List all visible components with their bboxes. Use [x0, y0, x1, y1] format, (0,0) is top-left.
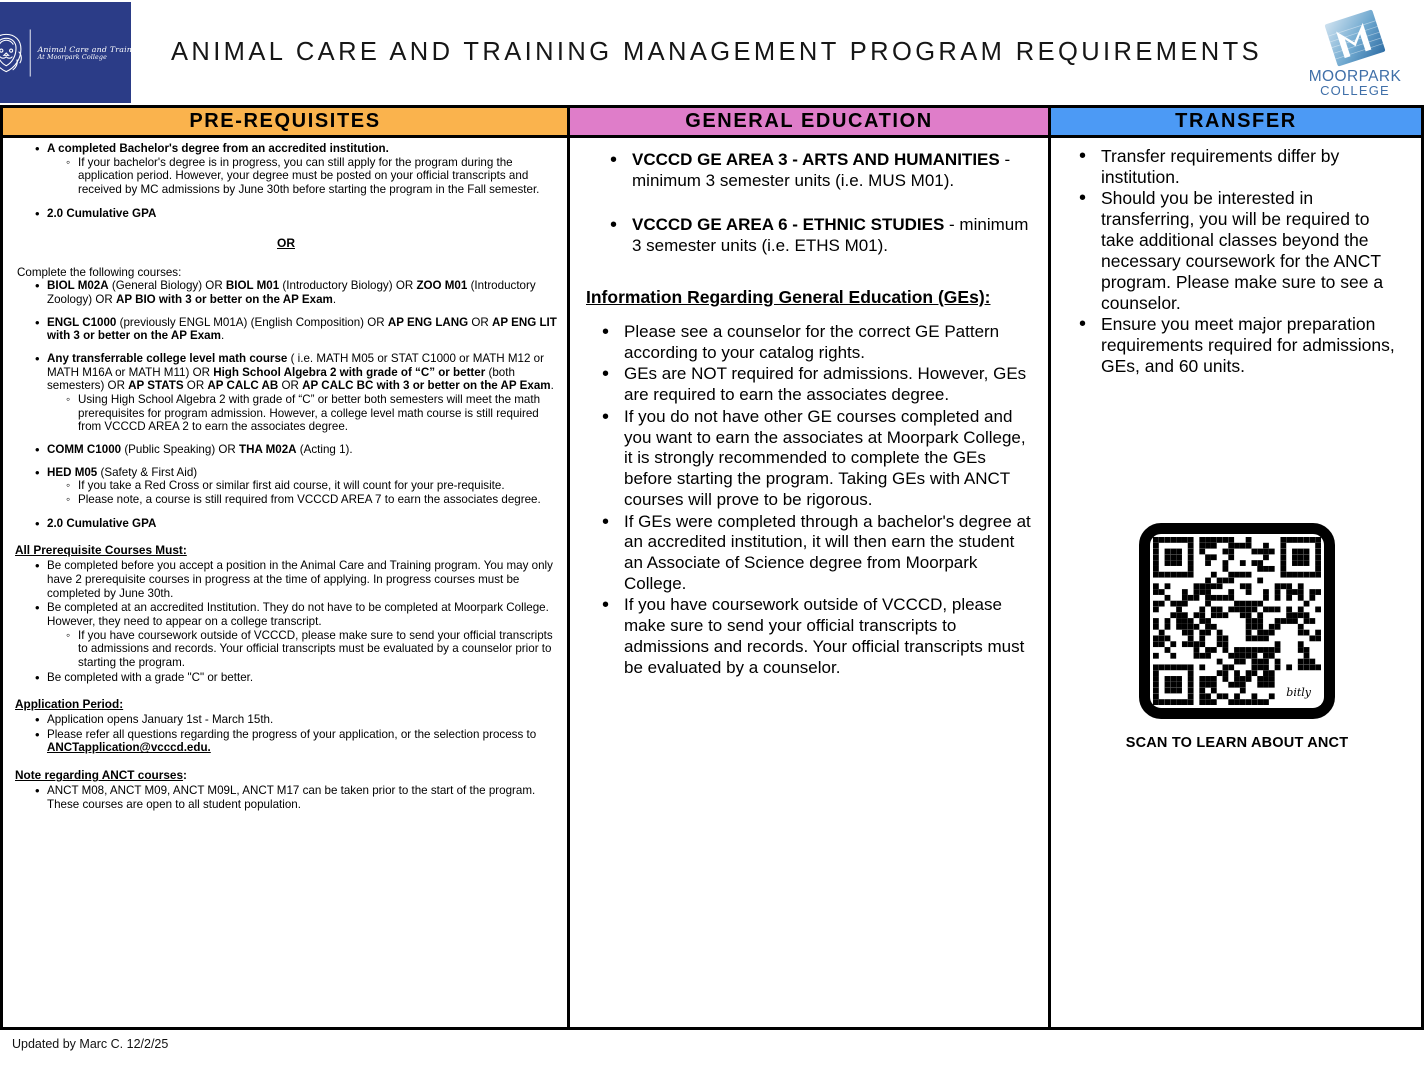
anct-note-heading-text: Note regarding ANCT courses [15, 768, 184, 783]
transcript-sub-list [47, 629, 557, 670]
general-education-column [570, 138, 1051, 1027]
biology-code-2: BIOL M01 [225, 279, 280, 293]
all-prereq-courses-list [15, 559, 557, 684]
ge-info-list [586, 322, 1034, 678]
english-code-2: AP ENG LANG [387, 315, 469, 329]
page-header [0, 0, 1424, 105]
application-period-heading: Application Period: [15, 697, 124, 712]
ge-area-3-bold: VCCCD GE AREA 3 - ARTS AND HUMANITIES [632, 150, 1000, 169]
math-text-5: . [550, 379, 554, 393]
list-item: ◦ Please note, a course is still required from VCCCD AREA 7 to earn the associates degree. [66, 493, 557, 507]
list-item: • If you have coursework outside of VCCCD, please make sure to send your official transcripts to admissions and records. Your official transcripts must be evaluated by a counselor. [602, 595, 1034, 678]
english-text-3: . [220, 329, 225, 343]
ge-area-3-item [610, 150, 1034, 191]
moorpark-wordmark [1309, 69, 1401, 98]
application-period-list [15, 713, 557, 755]
prereq-top-list [15, 142, 557, 197]
complete-courses-label: Complete the following courses: [17, 265, 182, 279]
course-item-biology [35, 279, 557, 306]
math-text-1: ( i.e. MATH M05 or STAT C1000 or MATH M12 or MATH M16A or MATH M11) OR [47, 351, 544, 379]
or-divider: OR [277, 236, 295, 251]
hed-sub-list [47, 479, 557, 506]
anct-application-email-link[interactable]: ANCTapplication@vcccd.edu. [47, 741, 211, 755]
column-heading-prerequisites: PRE-REQUISITES [0, 108, 570, 135]
math-text-3: OR [183, 379, 208, 393]
list-item: • Ensure you meet major preparation requirements required for admissions, GEs, and 60 units. [1079, 314, 1407, 377]
english-code-1: ENGL C1000 [47, 315, 117, 329]
list-item: • Should you be interested in transferring, you will be required to take additional classes beyond the necessary coursework for the ANCT program. Please make sure to see a counselor. [1079, 188, 1407, 314]
list-item [35, 728, 557, 755]
math-bold-5: AP CALC BC with 3 or better on the AP Exam [302, 379, 551, 393]
list-item: • Please see a counselor for the correct GE Pattern according to your catalog rights. [602, 322, 1034, 363]
anct-logo-text [34, 44, 145, 60]
biology-text-3: (Introductory Zoology) OR [47, 279, 536, 306]
comm-text-1: (Public Speaking) OR [121, 442, 240, 456]
anct-note-heading-colon: : [183, 768, 187, 783]
list-item: • Be completed before you accept a position in the Animal Care and Training program. You may only have 2 prerequisite courses in progress at the time of applying. In progress courses must be completed by June 30th. [35, 559, 557, 600]
comm-text-2: (Acting 1). [296, 442, 353, 456]
course-item-hed [35, 466, 557, 507]
math-text-4: OR [278, 379, 303, 393]
course-item-math [35, 352, 557, 434]
content-columns [0, 138, 1424, 1030]
column-heading-bar [0, 105, 1424, 138]
anct-logo-line2: At Moorpark College [37, 52, 107, 61]
ge-area-list [586, 150, 1034, 257]
qr-code-canvas [1153, 537, 1321, 705]
biology-text-1: (General Biology) OR [108, 279, 226, 293]
prerequisites-column [0, 138, 570, 1027]
hed-text-1: (Safety & First Aid) [97, 465, 198, 479]
bitly-brand-label: bitly [1286, 685, 1311, 699]
english-code-3: AP ENG LIT with 3 or better on the AP Exam [47, 315, 557, 343]
column-heading-general-education: GENERAL EDUCATION [570, 108, 1051, 135]
biology-code-4: AP BIO with 3 or better on the AP Exam [115, 292, 333, 306]
list-item: • Be completed with a grade "C" or better. [35, 671, 557, 685]
gpa-item-1: 2.0 Cumulative GPA [47, 206, 157, 220]
lion-head-icon [0, 30, 25, 75]
ge-area-6-bold: VCCCD GE AREA 6 - ETHNIC STUDIES [632, 215, 945, 235]
list-item: • If GEs were completed through a bachelor's degree at an accredited institution, it will then earn the student an Associate of Science degree from Moorpark College. [602, 512, 1034, 595]
list-item [35, 601, 557, 669]
moorpark-college-logo [1292, 8, 1424, 98]
all-prereq-courses-heading: All Prerequisite Courses Must: [15, 543, 187, 558]
moorpark-word-2: COLLEGE [1320, 83, 1390, 99]
ge-area-6-item [610, 215, 1034, 256]
page-title-wrap [131, 38, 1292, 67]
math-bold-4: AP CALC AB [207, 379, 279, 393]
ge-area-3-rest: - minimum 3 semester units (i.e. MUS M01). [632, 150, 1011, 190]
list-item: ◦ Using High School Algebra 2 with grade of “C” or better both semesters will meet the math prerequisites for program admission. However, a college level math course is still required from VCCCD AREA 2 to earn the associates degree. [66, 393, 557, 434]
english-text-1: (previously ENGL M01A) (English Composition) OR [116, 315, 388, 329]
moorpark-word-1: MOORPARK [1308, 67, 1402, 85]
anct-program-logo [0, 2, 145, 103]
column-heading-transfer: TRANSFER [1051, 108, 1424, 135]
list-item [35, 207, 557, 221]
bachelor-sub-list [47, 156, 557, 197]
list-item: • GEs are NOT required for admissions. However, GEs are required to earn the associates degree. [602, 364, 1034, 405]
biology-text-4: . [332, 292, 337, 306]
prereq-gpa-list-1 [15, 207, 557, 221]
anct-courses-note-list [15, 784, 557, 811]
moorpark-m-diamond-icon [1318, 8, 1392, 69]
biology-text-2: (Introductory Biology) OR [279, 279, 417, 293]
page-title: ANIMAL CARE AND TRAINING MANAGEMENT PROGRAM REQUIREMENTS [170, 38, 1263, 66]
list-item: • Application opens January 1st - March 15th. [35, 713, 557, 727]
math-bold-1: Any transferrable college level math course [47, 351, 288, 365]
english-text-2: OR [468, 315, 493, 329]
math-sub-list [47, 393, 557, 434]
gpa-item-2: 2.0 Cumulative GPA [47, 516, 157, 530]
hed-code-1: HED M05 [47, 465, 98, 479]
ge-info-heading: Information Regarding General Education (GEs): [586, 286, 991, 307]
comm-code-1: COMM C1000 [47, 442, 122, 456]
list-item: • If you do not have other GE courses completed and you want to earn the associates at Moorpark College, it is strongly recommended to complete the GEs before starting the program. Taking GEs with ANCT courses will prove to be rigorous. [602, 407, 1034, 511]
comm-code-2: THA M02A [239, 442, 297, 456]
prereq-gpa-list-2 [15, 517, 557, 531]
accredited-institution-text: Be completed at an accredited Institution. They do not have to be completed at Moorpark College. However, they need to appear on a college transcript. [47, 601, 549, 628]
transfer-column [1051, 138, 1424, 1027]
anct-courses-note-heading [15, 769, 557, 783]
application-contact-text: Please refer all questions regarding the progress of your application, or the selection process to [47, 727, 537, 741]
list-item: ◦ If you take a Red Cross or similar first aid course, it will count for your pre-requisite. [66, 479, 557, 493]
math-bold-2: High School Algebra 2 with grade of “C” or better [213, 365, 486, 379]
course-item-comm [35, 443, 557, 457]
list-item: ◦ If you have coursework outside of VCCCD, please make sure to send your official transcripts to admissions and records. Your official transcripts must be evaluated by a counselor prior to starting the program. [66, 629, 557, 670]
bachelor-degree-item: A completed Bachelor's degree from an accredited institution. [47, 142, 389, 155]
biology-code-1: BIOL M02A [47, 279, 109, 293]
transfer-list [1067, 146, 1407, 377]
updated-by-text: Updated by Marc C. 12/2/25 [12, 1037, 169, 1051]
list-item [35, 517, 557, 531]
prereq-course-list [15, 279, 557, 506]
qr-block [1067, 523, 1407, 752]
math-bold-3: AP STATS [128, 379, 184, 393]
list-item: • Transfer requirements differ by institution. [1079, 146, 1407, 188]
qr-caption: SCAN TO LEARN ABOUT ANCT [1125, 735, 1349, 751]
math-text-2: (both semesters) OR [47, 365, 515, 393]
qr-code[interactable] [1139, 523, 1335, 719]
list-item: ◦ If your bachelor's degree is in progress, you can still apply for the program during the application period. However, your degree must be posted on your official transcripts and received by MC admissions by June 30th before starting the program in the Fall semester. [66, 156, 557, 197]
ge-area-6-rest: - minimum 3 semester units (i.e. ETHS M01). [632, 215, 1029, 256]
page-footer [0, 1030, 1424, 1051]
logo-divider [29, 29, 30, 76]
list-item [35, 142, 557, 197]
biology-code-3: ZOO M01 [416, 279, 468, 293]
list-item: • ANCT M08, ANCT M09, ANCT M09L, ANCT M17 can be taken prior to the start of the program. These courses are open to all student population. [35, 784, 557, 811]
course-item-english [35, 316, 557, 343]
anct-logo-line1: Animal Care and Training [37, 44, 145, 54]
